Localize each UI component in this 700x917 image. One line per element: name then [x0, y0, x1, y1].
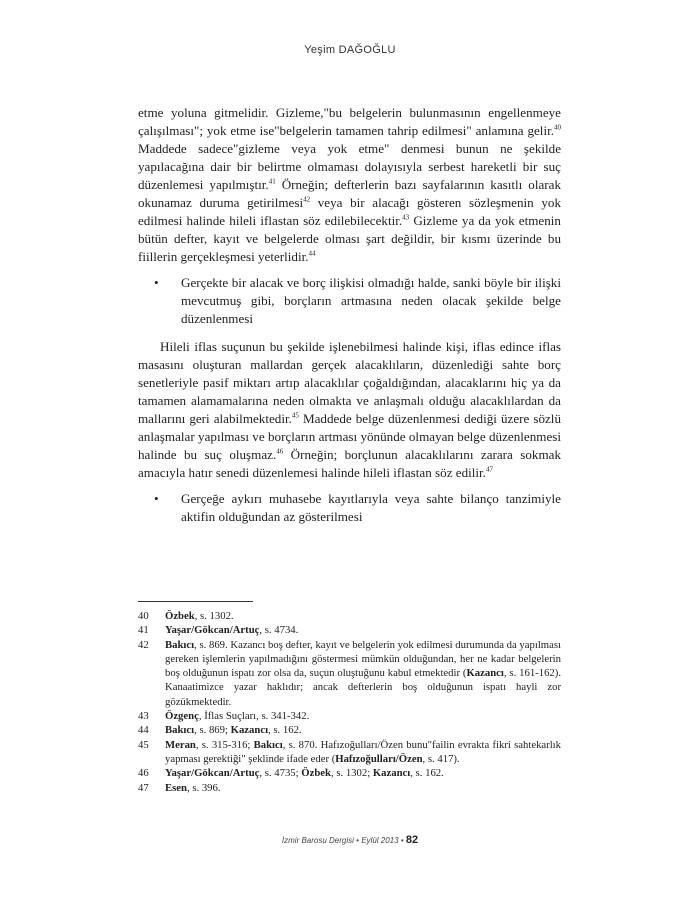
- footnote-number: 47: [138, 781, 149, 794]
- footnote: [138, 766, 561, 780]
- paragraph: Hileli iflas suçunun bu şekilde işlenebilmesi halinde kişi, iflas edince iflas masasını oluşturan mallardan gerçek alacaklıların, düzenlediği sahte borç senetleriyle pasif miktarı artıp alacaklılar çoğaldığından, alacaklarını hiç ya da tamamen alamamalarına neden olmakta ve anlaşmalı olduğu alacaklılardan da mallarını geri alabilmektedir.$^{45}$ Maddede belge düzenlenmesi dediği üzere sözlü anlaşmalar yapılması ve borçların artması yönünde olmayan belge düzenlenmesi halinde bu suç oluşmaz.$^{46}$ Örneğin; borçlunun alacaklılarını zarara sokmak amacıyla hatır senedi düzenlemesi halinde hileli iflastan söz edilir.$^{47}$: [138, 339, 561, 480]
- bullet-item: • Gerçeğe aykırı muhasebe kayıtlarıyla veya sahte bilanço tanzimiyle aktifin olduğundan az gösterilmesi: [154, 491, 561, 524]
- footnote-number: 44: [138, 724, 149, 737]
- separator: •: [356, 836, 359, 845]
- footnote: [138, 709, 561, 723]
- separator: •: [400, 836, 404, 845]
- footnote-text: Yaşar/Gökcan/Artuç, s. 4734.: [165, 624, 299, 637]
- footnote: [138, 738, 561, 767]
- paragraph: etme yoluna gitmelidir. Gizleme,"bu belgelerin bulunmasının engellenmeye çalışılması"; yok etme ise"belgelerin tamamen tahrip edilmesi" anlamına gelir.$^{40}$ Maddede sadece"gizleme veya yok etme" denmesi bunun ne şekilde yapılacağına dair bir belirtme olmaması dolayısıyla serbest hareketli bir suç düzenlemesi yapılmıştır.$^{41}$ Örneğin; defterlerin bazı sayfalarının kasıtlı olarak okunamaz duruma getirilmesi$^{42}$ veya bir alacağı gösteren sözleşmenin yok edilmesi halinde hileli iflastan söz edilebilecektir.$^{43}$ Gizleme ya da yok etmenin bütün defter, kayıt ve belgelerde olması şart değildir, bir kısmı üzerinde bu fiillerin gerçekleşmesi yeterlidir.$^{44}$: [138, 105, 561, 264]
- footnote-number: 45: [138, 738, 149, 751]
- footnote-ref: 43: [402, 213, 410, 222]
- footnote: [138, 623, 561, 637]
- journal-name: İzmir Barosu Dergisi: [281, 836, 354, 845]
- footnote-ref: 44: [308, 249, 316, 258]
- footnote-number: 41: [138, 624, 149, 637]
- page-footer: [0, 834, 700, 846]
- main-text: [138, 104, 561, 536]
- footnote-text: Yaşar/Gökcan/Artuç, s. 4735; Özbek, s. 1302; Kazancı, s. 162.: [165, 767, 444, 780]
- bullet-item: • Gerçekte bir alacak ve borç ilişkisi olmadığı halde, sanki böyle bir ilişki mevcutmuş gibi, borçların artmasına neden olacak şekilde belge düzenlenmesi: [154, 275, 561, 326]
- footnote-ref: 45: [291, 411, 299, 420]
- footnote: [138, 638, 561, 709]
- footnote-text: Esen, s. 396.: [165, 781, 221, 794]
- footnote-text: Özgenç, İflas Suçları, s. 341-342.: [165, 710, 310, 723]
- footnote-ref: 46: [276, 447, 284, 456]
- footnote-text: Özbek, s. 1302.: [165, 610, 234, 622]
- footnote-text: Bakıcı, s. 869. Kazancı boş defter, kayıt ve belgelerin yok edilmesi durumunda da yapılması gereken işlemlerin yapılmadığını göstermesi mümkün olduğundan, her ne kadar belgelerin boş olduğunun ispatı zor olsa da, suçun oluştuğunu kabul etmektedir (Kazancı, s. 161-162). Kanaatimizce yazar haklıdır; ancak defterlerin boş olduğunun ispatı hayli zor gözükmektedir.: [165, 638, 561, 708]
- footnote-number: 46: [138, 767, 149, 780]
- bullet-icon: •: [154, 491, 159, 506]
- footnote-ref: 41: [268, 177, 276, 186]
- footnote-ref: 40: [554, 123, 561, 132]
- footnote: [138, 723, 561, 737]
- footnotes: [138, 609, 561, 795]
- running-header: Yeşim DAĞOĞLU: [304, 44, 396, 56]
- bullet-icon: •: [154, 275, 159, 290]
- footnote-ref: 47: [485, 465, 493, 474]
- footnote: [138, 781, 561, 795]
- footnote-number: 42: [138, 638, 149, 651]
- footnote-number: 40: [138, 610, 149, 622]
- footnote-divider: [138, 601, 253, 602]
- footnote: [138, 609, 561, 623]
- footnote-text: Meran, s. 315-316; Bakıcı, s. 870. Hafızoğulları/Özen bunu"failin evrakta fikri sahtekarlık yapması gerektiği" şeklinde ifade eder (Hafızoğulları/Özen, s. 417).: [165, 738, 561, 765]
- footnote-text: Bakıcı, s. 869; Kazancı, s. 162.: [165, 724, 302, 737]
- footnote-ref: 42: [303, 195, 311, 204]
- footnote-number: 43: [138, 710, 149, 723]
- issue-date: Eylül 2013: [361, 836, 399, 845]
- page-number: 82: [405, 834, 419, 846]
